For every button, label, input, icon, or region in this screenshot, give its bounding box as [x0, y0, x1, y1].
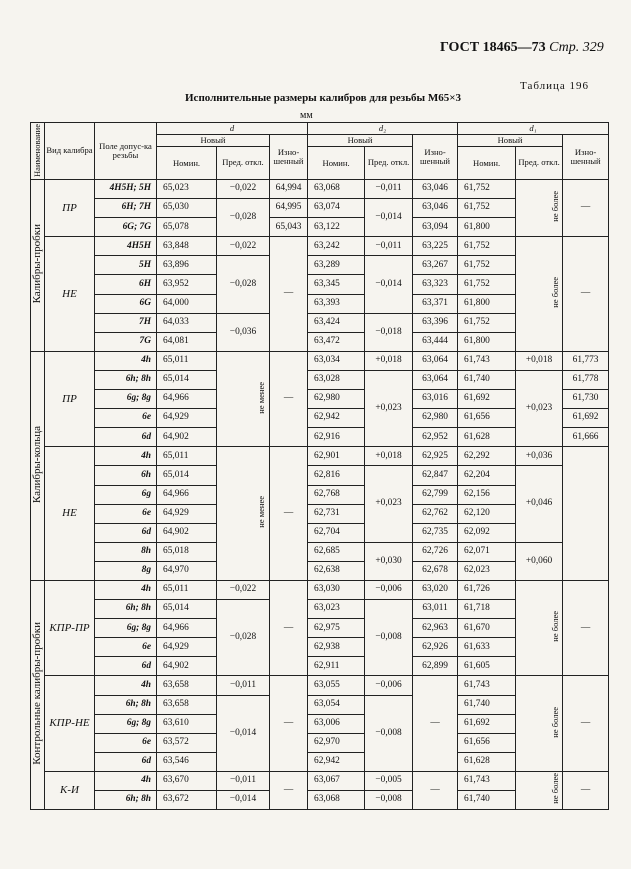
table-cell: −0,018 [365, 313, 413, 351]
table-cell: 63,011 [413, 600, 458, 619]
table-cell: 63,424 [308, 313, 365, 332]
table-cell: −0,011 [217, 676, 270, 695]
table-cell: 62,799 [413, 485, 458, 504]
table-cell: 61,670 [458, 619, 516, 638]
kind-label: НЕ [45, 447, 95, 581]
table-cell: 64,995 [270, 199, 308, 218]
table-cell: 62,938 [308, 638, 365, 657]
table-row [31, 351, 609, 370]
table-cell: −0,036 [217, 313, 270, 351]
table-cell: — [270, 580, 308, 675]
table-cell: 61,773 [563, 351, 609, 370]
table-cell: 4h [95, 676, 157, 695]
table-cell: −0,028 [217, 600, 270, 676]
table-cell: 63,030 [308, 580, 365, 599]
kind-label: КПР-ПР [45, 580, 95, 675]
table-cell: 63,658 [157, 676, 217, 695]
table-cell: 4h [95, 447, 157, 466]
table-cell: — [270, 771, 308, 809]
table-cell: 63,472 [308, 332, 365, 351]
not-more-note: не более [549, 180, 563, 237]
table-cell: 62,916 [308, 428, 365, 447]
table-cell: 63,848 [157, 237, 217, 256]
kind-label: ПР [45, 351, 95, 446]
col-d-header: d [157, 123, 308, 135]
table-cell: 61,692 [563, 409, 609, 428]
table-cell: 7H [95, 313, 157, 332]
table-cell: 6e [95, 504, 157, 523]
table-cell: 65,014 [157, 370, 217, 389]
table-cell: 61,628 [458, 752, 516, 771]
table-cell: 62,731 [308, 504, 365, 523]
table-cell: +0,060 [516, 542, 563, 580]
table-cell: −0,014 [217, 695, 270, 771]
table-cell: 62,942 [308, 409, 365, 428]
d-nom-header: Номин. [157, 147, 217, 180]
table-cell: 62,925 [413, 447, 458, 466]
not-less-note: не менее [254, 447, 270, 581]
table-row [31, 370, 609, 389]
unit-label: мм [300, 110, 313, 121]
table-cell: −0,022 [217, 580, 270, 599]
table-cell: 4h [95, 351, 157, 370]
table-cell: 63,046 [413, 180, 458, 199]
table-cell: 61,752 [458, 256, 516, 275]
table-cell: 63,896 [157, 256, 217, 275]
table-cell: 62,204 [458, 466, 516, 485]
table-cell: 65,023 [157, 180, 217, 199]
table-row [31, 676, 609, 695]
table-cell: 63,610 [157, 714, 217, 733]
table-cell: 4h [95, 771, 157, 790]
table-cell: 64,994 [270, 180, 308, 199]
table-cell: 64,929 [157, 638, 217, 657]
table-cell: −0,022 [217, 180, 270, 199]
table-cell: 64,970 [157, 561, 217, 580]
col-d2-header: d₂ [308, 123, 458, 135]
table-cell: 6G; 7G [95, 218, 157, 237]
table-cell: 63,323 [413, 275, 458, 294]
table-cell: 8h [95, 542, 157, 561]
table-cell: 61,730 [563, 390, 609, 409]
table-cell: 61,778 [563, 370, 609, 389]
table-cell: 61,692 [458, 390, 516, 409]
table-cell: 62,685 [308, 542, 365, 561]
table-cell: 64,966 [157, 619, 217, 638]
table-cell: 62,980 [413, 409, 458, 428]
table-cell: — [413, 771, 458, 809]
table-cell: 63,225 [413, 237, 458, 256]
d1-worn-header: Изно-шенный [563, 135, 609, 180]
table-cell: 6d [95, 428, 157, 447]
table-cell: +0,018 [365, 447, 413, 466]
group-control-label: Контрольные калибры-пробки [31, 580, 45, 809]
table-cell: 63,396 [413, 313, 458, 332]
table-cell: 6G [95, 294, 157, 313]
table-cell: 63,546 [157, 752, 217, 771]
table-cell: 65,078 [157, 218, 217, 237]
d-dev-header: Пред. откл. [217, 147, 270, 180]
table-cell: 63,371 [413, 294, 458, 313]
kind-label: КПР-НЕ [45, 676, 95, 771]
table-cell: 62,156 [458, 485, 516, 504]
table-cell: — [563, 676, 609, 771]
table-cell: 63,267 [413, 256, 458, 275]
table-cell: — [563, 180, 609, 237]
table-cell: 61,656 [458, 733, 516, 752]
table-cell: −0,011 [217, 771, 270, 790]
page-header [440, 40, 604, 56]
table-cell: 61,752 [458, 237, 516, 256]
table-cell: 63,016 [413, 390, 458, 409]
table-cell: 63,094 [413, 218, 458, 237]
table-cell: 62,071 [458, 542, 516, 561]
table-cell: 61,726 [458, 580, 516, 599]
table-cell: 62,970 [308, 733, 365, 752]
table-cell: +0,036 [516, 447, 563, 466]
table-cell: — [413, 676, 458, 771]
group-plug-label: Калибры-пробки [31, 180, 45, 352]
table-cell: 64,000 [157, 294, 217, 313]
table-cell: −0,014 [365, 199, 413, 237]
table-cell: 61,740 [458, 370, 516, 389]
table-cell: −0,005 [365, 771, 413, 790]
table-cell: 63,289 [308, 256, 365, 275]
table-cell: 63,672 [157, 791, 217, 810]
table-cell: 6d [95, 523, 157, 542]
table-cell: 4H5H [95, 237, 157, 256]
table-cell: −0,008 [365, 695, 413, 771]
table-head [31, 123, 609, 180]
table-cell: −0,008 [365, 600, 413, 676]
kind-label: ПР [45, 180, 95, 237]
table-cell: 63,122 [308, 218, 365, 237]
table-cell: 62,816 [308, 466, 365, 485]
table-cell: 62,762 [413, 504, 458, 523]
table-cell: 62,926 [413, 638, 458, 657]
d1-dev-header: Пред. откл. [516, 147, 563, 180]
table-cell: −0,011 [365, 180, 413, 199]
table-cell: 62,704 [308, 523, 365, 542]
table-cell: 63,046 [413, 199, 458, 218]
table-cell: 63,054 [308, 695, 365, 714]
table-cell: 62,899 [413, 657, 458, 676]
table-cell: — [563, 771, 609, 809]
table-cell: 62,980 [308, 390, 365, 409]
table-cell: +0,023 [365, 370, 413, 446]
table-cell: 6h; 8h [95, 791, 157, 810]
table-row [31, 466, 609, 485]
table-cell: +0,023 [516, 370, 563, 446]
table-cell: 65,011 [157, 447, 217, 466]
table-cell: 61,656 [458, 409, 516, 428]
not-less-note: не менее [254, 351, 270, 446]
table-cell: 63,055 [308, 676, 365, 695]
table-cell: 6e [95, 733, 157, 752]
table-cell: 64,081 [157, 332, 217, 351]
table-cell: 64,966 [157, 390, 217, 409]
table-cell: −0,006 [365, 580, 413, 599]
table-cell: 4h [95, 580, 157, 599]
table-cell: 63,242 [308, 237, 365, 256]
table-cell: 6h; 8h [95, 695, 157, 714]
calibre-table [30, 122, 609, 810]
table-cell: 62,768 [308, 485, 365, 504]
group-ring-label: Калибры-кольца [31, 351, 45, 580]
table-row [31, 771, 609, 790]
table-cell: 63,393 [308, 294, 365, 313]
table-cell: 62,678 [413, 561, 458, 580]
table-number: Таблица 196 [520, 80, 590, 92]
table-cell: 62,638 [308, 561, 365, 580]
table-cell: 64,902 [157, 523, 217, 542]
table-cell: −0,014 [217, 791, 270, 810]
table-cell: 63,064 [413, 370, 458, 389]
table-cell: 62,963 [413, 619, 458, 638]
table-cell: +0,018 [516, 351, 563, 370]
table-cell: — [270, 237, 308, 352]
table-cell: 65,014 [157, 600, 217, 619]
table-row [31, 447, 609, 466]
table-cell: 65,011 [157, 351, 217, 370]
table-cell: 61,605 [458, 657, 516, 676]
table-cell: −0,011 [365, 237, 413, 256]
table-cell: 61,666 [563, 428, 609, 447]
table-cell: 6g; 8g [95, 390, 157, 409]
table-cell: 65,011 [157, 580, 217, 599]
col-field-header: Поле допус-ка резьбы [95, 123, 157, 180]
table-cell: 61,800 [458, 218, 516, 237]
table-cell: +0,018 [365, 351, 413, 370]
col-kind-header: Вид калибра [45, 123, 95, 180]
page-number: Стр. 329 [549, 40, 604, 55]
table-cell: 5H [95, 256, 157, 275]
table-cell: 6d [95, 752, 157, 771]
table-cell: 6g; 8g [95, 714, 157, 733]
table-cell: +0,030 [365, 542, 413, 580]
not-more-note: не более [549, 237, 563, 352]
table-cell: 61,718 [458, 600, 516, 619]
table-cell: 63,670 [157, 771, 217, 790]
table-cell: −0,014 [365, 256, 413, 313]
d2-new-header: Новый [308, 135, 413, 147]
table-cell: 6e [95, 638, 157, 657]
table-cell: 63,067 [308, 771, 365, 790]
table-title: Исполнительные размеры калибров для резьбы М65×3 [185, 92, 461, 104]
table-cell: 61,628 [458, 428, 516, 447]
table-cell: −0,006 [365, 676, 413, 695]
table-cell: — [270, 447, 308, 581]
table-cell: 63,068 [308, 180, 365, 199]
table-cell: 7G [95, 332, 157, 351]
table-cell: 62,911 [308, 657, 365, 676]
kind-label: НЕ [45, 237, 95, 352]
table-cell: 6h; 8h [95, 370, 157, 389]
table-cell: 63,074 [308, 199, 365, 218]
table-cell: 62,023 [458, 561, 516, 580]
table-cell: 64,033 [157, 313, 217, 332]
table-cell: 65,030 [157, 199, 217, 218]
table-cell: 6H; 7H [95, 199, 157, 218]
table-cell: 61,743 [458, 771, 516, 790]
table-cell: — [270, 351, 308, 446]
table-cell: 63,020 [413, 580, 458, 599]
table-cell: 61,633 [458, 638, 516, 657]
table-cell: 6g [95, 485, 157, 504]
table-cell: 61,752 [458, 313, 516, 332]
table-cell: 62,092 [458, 523, 516, 542]
table-cell: 8g [95, 561, 157, 580]
table-cell: 61,800 [458, 294, 516, 313]
table-cell: 62,735 [413, 523, 458, 542]
table-cell: 65,043 [270, 218, 308, 237]
col-d1-header: d₁ [458, 123, 609, 135]
table-cell: 64,902 [157, 428, 217, 447]
table-row [31, 180, 609, 199]
table-cell: 62,901 [308, 447, 365, 466]
table-cell: 64,929 [157, 504, 217, 523]
not-more-note: не более [549, 580, 563, 675]
table-cell: 63,068 [308, 791, 365, 810]
table-cell: 61,743 [458, 351, 516, 370]
table-cell: 61,800 [458, 332, 516, 351]
table-cell: −0,028 [217, 256, 270, 313]
table-cell: 64,902 [157, 657, 217, 676]
table-cell: 6e [95, 409, 157, 428]
d2-nom-header: Номин. [308, 147, 365, 180]
table-cell: 61,692 [458, 714, 516, 733]
table-cell: +0,046 [516, 466, 563, 542]
table-cell: 62,292 [458, 447, 516, 466]
standard-label: ГОСТ 18465—73 [440, 40, 546, 55]
table-cell: — [563, 237, 609, 352]
table-cell: 4H5H; 5H [95, 180, 157, 199]
table-cell: 64,929 [157, 409, 217, 428]
table-cell: 62,120 [458, 504, 516, 523]
table-cell: 63,572 [157, 733, 217, 752]
table-cell: −0,022 [217, 237, 270, 256]
table-cell: — [563, 580, 609, 675]
table-cell: 61,752 [458, 275, 516, 294]
table-cell: 62,975 [308, 619, 365, 638]
kind-label: К-И [45, 771, 95, 809]
table-cell: 62,952 [413, 428, 458, 447]
table-cell: 65,014 [157, 466, 217, 485]
col-name-header: Наименование [31, 123, 45, 180]
table-cell: 63,064 [413, 351, 458, 370]
table-cell: 63,952 [157, 275, 217, 294]
table-cell: 61,752 [458, 199, 516, 218]
not-more-note: не более [549, 676, 563, 771]
table-cell: 6H [95, 275, 157, 294]
table-cell: −0,028 [217, 199, 270, 237]
table-cell: 61,743 [458, 676, 516, 695]
table-cell: 65,018 [157, 542, 217, 561]
d-new-header: Новый [157, 135, 270, 147]
not-more-note: не более [549, 771, 563, 809]
table-body [31, 180, 609, 810]
table-cell: 61,752 [458, 180, 516, 199]
d1-nom-header: Номин. [458, 147, 516, 180]
table-cell: 63,006 [308, 714, 365, 733]
table-cell: 63,345 [308, 275, 365, 294]
table-row [31, 542, 609, 561]
table-cell: 61,740 [458, 695, 516, 714]
d-worn-header: Изно-шенный [270, 135, 308, 180]
table-cell: 6d [95, 657, 157, 676]
table-cell: 63,028 [308, 370, 365, 389]
table-cell: 6h; 8h [95, 600, 157, 619]
table-cell: 6h [95, 466, 157, 485]
d2-dev-header: Пред. откл. [365, 147, 413, 180]
table-cell: 61,740 [458, 791, 516, 810]
table-cell: 63,034 [308, 351, 365, 370]
table-cell: 63,658 [157, 695, 217, 714]
table-cell: 63,444 [413, 332, 458, 351]
table-cell: — [270, 676, 308, 771]
d1-new-header: Новый [458, 135, 563, 147]
table-cell: 62,726 [413, 542, 458, 561]
table-cell: 6g; 8g [95, 619, 157, 638]
table-cell: −0,008 [365, 791, 413, 810]
table-cell: 62,847 [413, 466, 458, 485]
table-cell: 64,966 [157, 485, 217, 504]
table-cell: 62,942 [308, 752, 365, 771]
table-row [31, 580, 609, 599]
table-cell: +0,023 [365, 466, 413, 542]
d2-worn-header: Изно-шенный [413, 135, 458, 180]
table-row [31, 237, 609, 256]
table-cell: 63,023 [308, 600, 365, 619]
